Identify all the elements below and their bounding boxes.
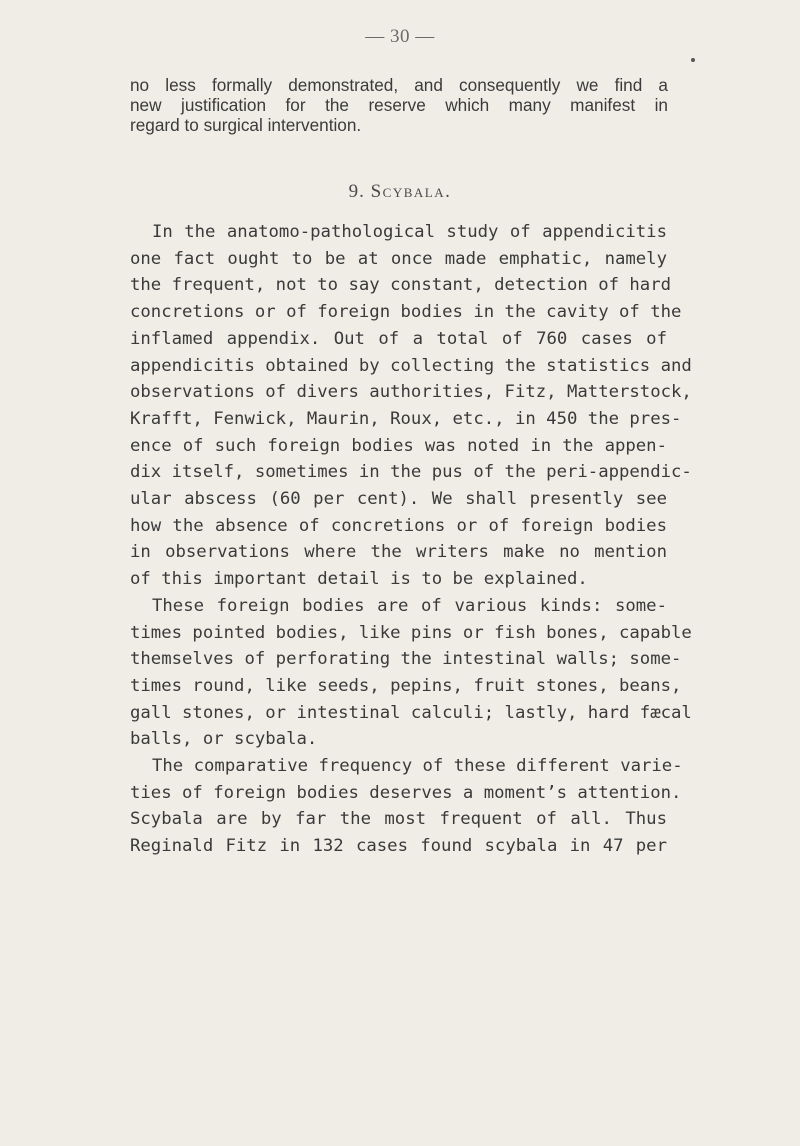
page-number: — 30 — xyxy=(365,26,435,47)
section-number: 9. xyxy=(348,181,365,202)
body-line: ties of foreign bodies deserves a moment’s attention. xyxy=(130,782,682,803)
section-body xyxy=(130,219,692,860)
body-line: Scybala are by far the most frequent of all. Thus xyxy=(130,809,667,830)
body-line: In the anatomo-pathological study of appendicitis xyxy=(152,222,667,242)
body-line: The comparative frequency of these different varie- xyxy=(152,756,683,777)
body-line: ence of such foreign bodies was noted in the appen- xyxy=(130,435,667,456)
body-line: Krafft, Fenwick, Maurin, Roux, etc., in 450 the pres- xyxy=(130,408,682,429)
intro-line: regard to surgical intervention. xyxy=(130,115,362,135)
body-line: dix itself, sometimes in the pus of the peri-appendic- xyxy=(130,462,692,483)
body-line: themselves of perforating the intestinal walls; some- xyxy=(130,649,682,670)
body-line: the frequent, not to say constant, detection of hard xyxy=(130,275,672,296)
body-line: concretions or of foreign bodies in the cavity of the xyxy=(130,302,682,323)
body-line: gall stones, or intestinal calculi; lastly, hard fæcal xyxy=(130,702,692,723)
intro-line: no less formally demonstrated, and consequently we find a xyxy=(130,75,668,95)
body-line: appendicitis obtained by collecting the statistics and xyxy=(130,355,692,376)
body-line: These foreign bodies are of various kinds: some- xyxy=(152,595,667,616)
body-line: times round, like seeds, pepins, fruit stones, beans, xyxy=(130,675,682,696)
body-line: in observations where the writers make no mention xyxy=(130,542,667,563)
section-title: Scybala. xyxy=(370,181,452,202)
body-line: balls, or scybala. xyxy=(130,729,318,750)
intro-line: new justification for the reserve which many manifest in xyxy=(130,95,668,115)
body-line: ular abscess (60 per cent). We shall presently see xyxy=(130,489,667,510)
body-line: of this important detail is to be explained. xyxy=(130,569,588,590)
body-line: one fact ought to be at once made emphatic, namely xyxy=(130,248,667,269)
section-heading xyxy=(0,181,800,203)
body-line: observations of divers authorities, Fitz, Matterstock, xyxy=(130,382,692,403)
body-line: Reginald Fitz in 132 cases found scybala in 47 per xyxy=(130,836,667,857)
body-line: times pointed bodies, like pins or fish bones, capable xyxy=(130,622,692,643)
body-line: inflamed appendix. Out of a total of 760 cases of xyxy=(130,328,667,349)
print-speck xyxy=(691,58,695,62)
intro-paragraph xyxy=(130,75,668,135)
body-line: how the absence of concretions or of foreign bodies xyxy=(130,515,667,536)
